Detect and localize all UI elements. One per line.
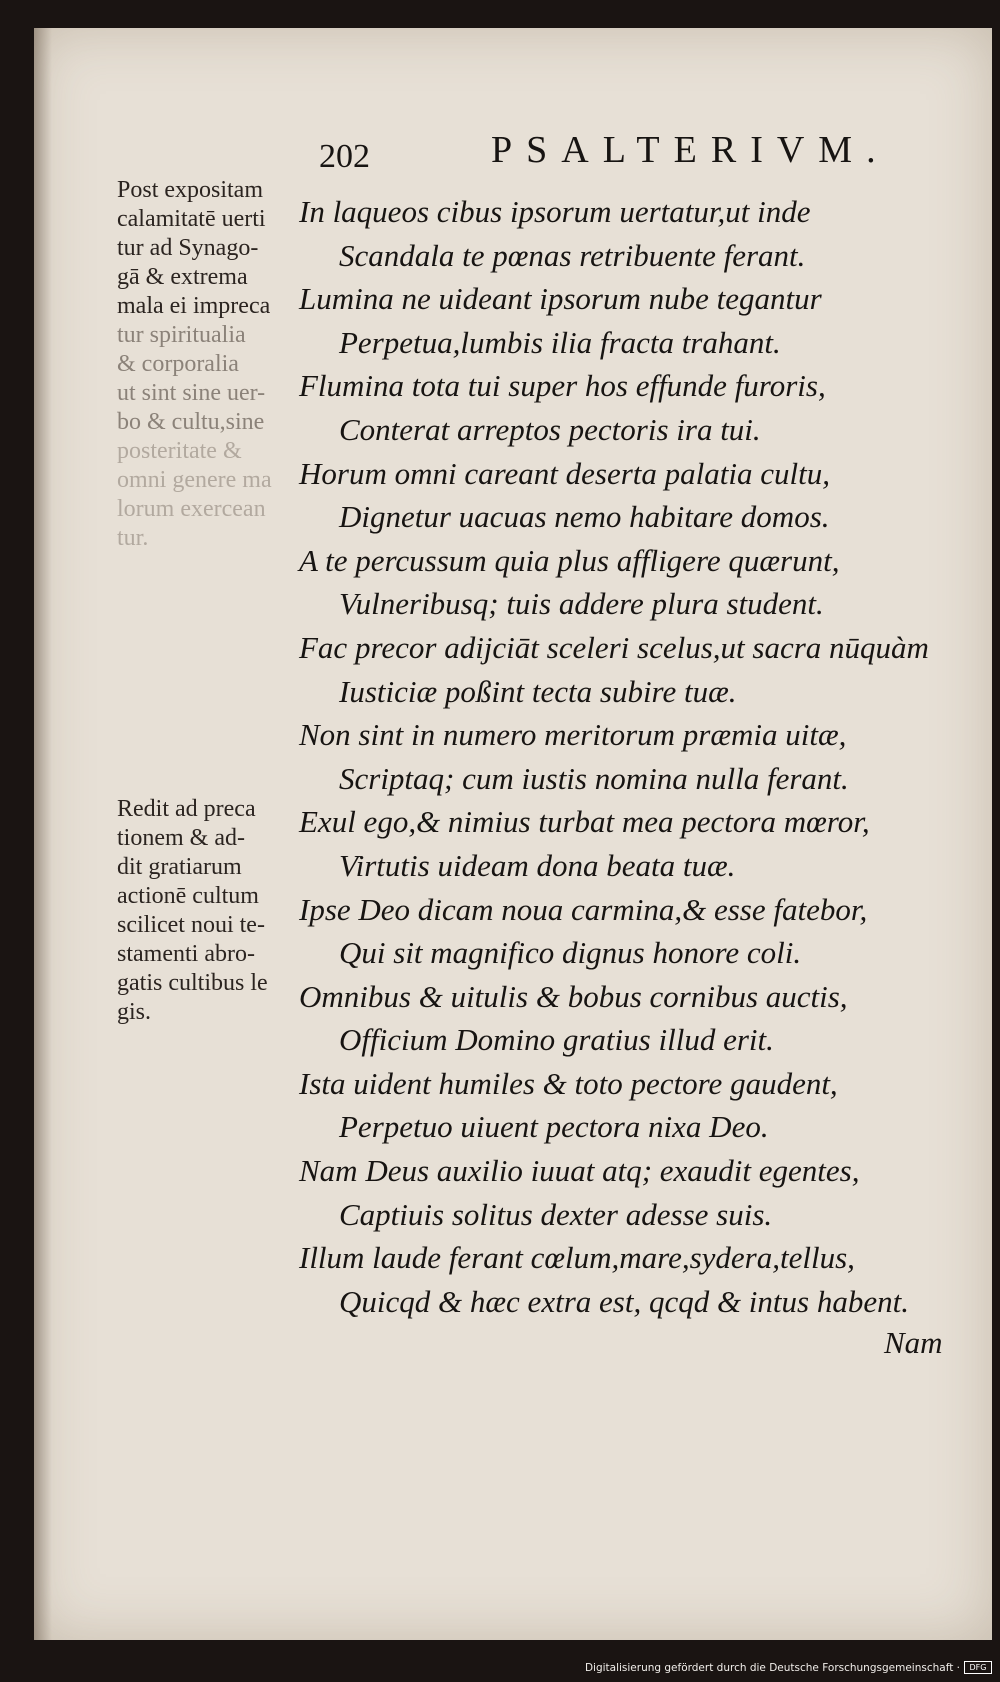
psalm-verse-block bbox=[299, 190, 949, 1323]
marginal-note-1 bbox=[117, 176, 327, 553]
verse-line: Officium Domino gratius illud erit. bbox=[339, 1022, 774, 1058]
verse-line: Horum omni careant deserta palatia cultu, bbox=[299, 455, 830, 491]
marginal-note-line: gatis cultibus le bbox=[117, 970, 268, 996]
credit-text: Digitalisierung gefördert durch die Deutsche Forschungsgemeinschaft · bbox=[584, 1661, 960, 1674]
verse-line: Quicqd & hæc extra est, qcqd & intus habent. bbox=[339, 1283, 909, 1319]
marginal-note-line: & corporalia bbox=[117, 351, 239, 377]
verse-line: In laqueos cibus ipsorum uertatur,ut inde bbox=[299, 194, 811, 229]
verse-line: Captiuis solitus dexter adesse suis. bbox=[339, 1196, 773, 1232]
verse-line: Perpetua,lumbis ilia fracta trahant. bbox=[339, 324, 781, 360]
verse-line: Scandala te pœnas retribuente ferant. bbox=[339, 237, 806, 273]
marginal-note-line: calamitatē uerti bbox=[117, 206, 266, 232]
verse-line: Qui sit magnifico dignus honore coli. bbox=[339, 935, 802, 971]
marginal-note-line: gā & extrema bbox=[117, 264, 248, 290]
verse-line: Omnibus & uitulis & bobus cornibus auctis, bbox=[299, 978, 848, 1014]
verse-line: Illum laude ferant cœlum,mare,sydera,tellus, bbox=[299, 1240, 855, 1276]
verse-line: Fac precor adijciāt sceleri scelus,ut sacra nūquàm bbox=[299, 629, 929, 665]
marginal-note-line: Post expositam bbox=[117, 177, 264, 203]
verse-line: Iusticiæ poßint tecta subire tuæ. bbox=[339, 673, 737, 709]
verse-line: Exul ego,& nimius turbat mea pectora mœror, bbox=[299, 804, 870, 840]
marginal-note-line: ut sint sine uer- bbox=[117, 380, 266, 406]
verse-line: Virtutis uideam dona beata tuæ. bbox=[339, 847, 736, 883]
marginal-note-line: Redit ad preca bbox=[117, 796, 256, 822]
running-head bbox=[319, 124, 899, 184]
marginal-note-line: actionē cultum bbox=[117, 883, 259, 909]
verse-line: Perpetuo uiuent pectora nixa Deo. bbox=[339, 1109, 769, 1145]
verse-line: Non sint in numero meritorum præmia uitæ, bbox=[299, 717, 847, 753]
digitization-credit bbox=[585, 1661, 992, 1674]
verse-line: Conterat arreptos pectoris ira tui. bbox=[339, 411, 761, 447]
verse-line: Ista uident humiles & toto pectore gaudent, bbox=[299, 1065, 838, 1101]
marginal-note-line: tur. bbox=[117, 525, 149, 551]
marginal-note-line: lorum exercean bbox=[117, 496, 266, 522]
catchword: Nam bbox=[884, 1325, 943, 1360]
verse-line: Dignetur uacuas nemo habitare domos. bbox=[339, 499, 830, 535]
book-title: PSALTERIVM. bbox=[491, 129, 890, 171]
marginal-note-line: tionem & ad- bbox=[117, 825, 245, 851]
verse-line: Vulneribusq; tuis addere plura student. bbox=[339, 586, 824, 622]
verse-line: Nam Deus auxilio iuuat atq; exaudit egentes, bbox=[299, 1153, 860, 1189]
marginal-note-line: tur spiritualia bbox=[117, 322, 246, 348]
marginal-note-line: posteritate & bbox=[117, 438, 242, 464]
marginal-note-line: mala ei impreca bbox=[117, 293, 271, 319]
verse-line: Flumina tota tui super hos effunde furoris, bbox=[299, 368, 826, 404]
verse-line: Ipse Deo dicam noua carmina,& esse fatebor, bbox=[299, 891, 868, 927]
marginal-note-line: scilicet noui te- bbox=[117, 912, 265, 938]
marginal-note-line: gis. bbox=[117, 999, 152, 1025]
marginal-note-line: dit gratiarum bbox=[117, 854, 242, 880]
book-page bbox=[34, 28, 992, 1640]
marginal-note-line: stamenti abro- bbox=[117, 941, 255, 967]
dfg-badge: DFG bbox=[964, 1661, 992, 1674]
marginal-note-line: omni genere ma bbox=[117, 467, 272, 493]
marginal-note-line: tur ad Synago- bbox=[117, 235, 259, 261]
verse-line: A te percussum quia plus affligere quærunt, bbox=[299, 542, 840, 578]
verse-line: Scriptaq; cum iustis nomina nulla ferant. bbox=[339, 760, 849, 796]
verse-line: Lumina ne uideant ipsorum nube tegantur bbox=[299, 281, 822, 317]
marginal-note-2 bbox=[117, 795, 327, 1027]
page-number: 202 bbox=[319, 138, 370, 175]
marginal-note-line: bo & cultu,sine bbox=[117, 409, 265, 435]
page-gutter-shadow bbox=[34, 28, 52, 1640]
